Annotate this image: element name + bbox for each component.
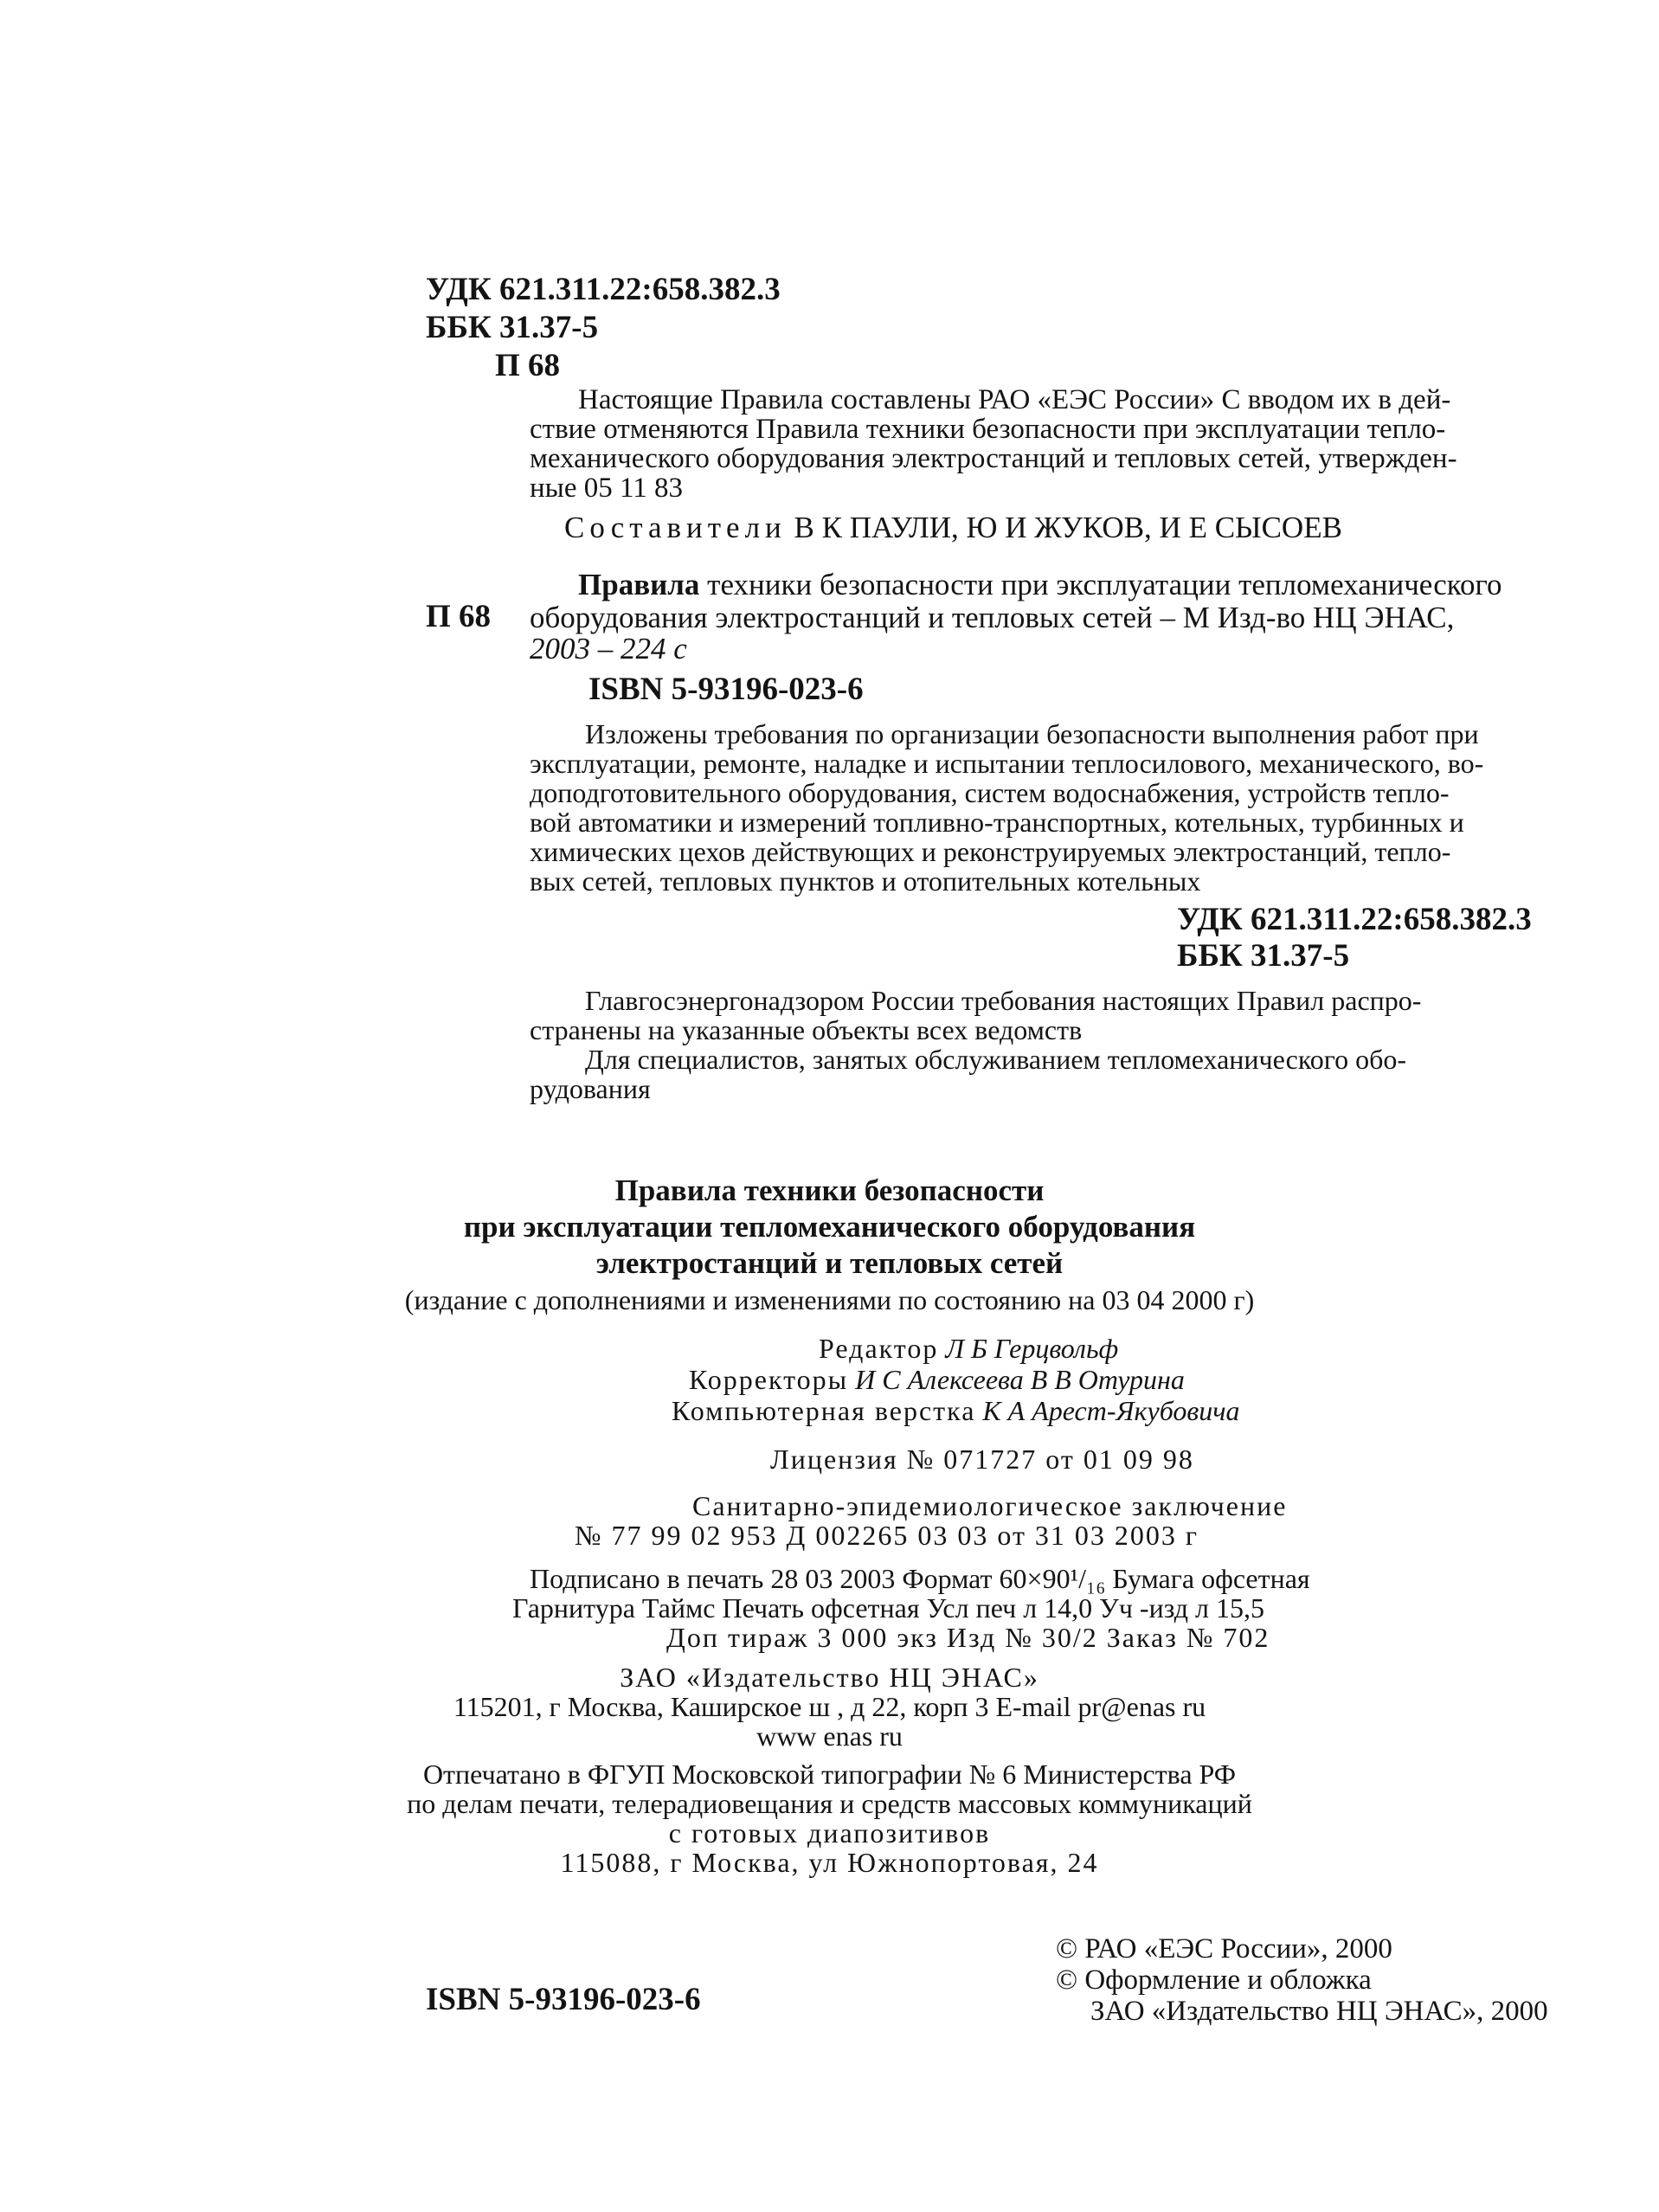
publisher-line: 115201, г Москва, Каширское ш , д 22, корп 3 E-mail pr@enas ru [453,1691,1206,1722]
editor-label: Редактор [819,1333,939,1364]
sanitary-line: Санитарно-эпидемиологическое заключение [692,1490,1288,1521]
print-line: Гарнитура Таймс Печать офсетная Усл печ л 14,0 Уч -изд л 15,5 [512,1592,1264,1624]
annotation-line: доподготовительного оборудования, систем водоснабжения, устройств тепло- [530,777,1450,808]
publisher-line: ЗАО «Издательство НЦ ЭНАС» [620,1662,1039,1693]
printed-line: 115088, г Москва, ул Южнопортовая, 24 [560,1847,1099,1878]
bib-title-bold: Правила [578,568,700,601]
imprint-title-line: Правила техники безопасности [614,1174,1045,1207]
print-line: Подписано в печать 28 03 2003 Формат 60×90¹/₁₆ Бумага офсетная [530,1563,1310,1594]
annotation-line: Изложены требования по организации безопасности выполнения работ при [585,718,1479,749]
bib-author-mark: П 68 [426,599,492,634]
annotation-line: вых сетей, тепловых пунктов и отопительных котельных [530,865,1201,897]
bib-isbn: ISBN 5-93196-023-6 [588,672,864,707]
imprint-title-line: электростанций и тепловых сетей [595,1246,1064,1280]
correctors-names: И С Алексеева В В Отурина [855,1364,1185,1395]
preface-line: ные 05 11 83 [530,473,684,504]
copyright-line: © Оформление и обложка [1056,1964,1372,1996]
correctors [689,1364,1185,1396]
author-mark-header: П 68 [495,348,561,383]
annotation-line: химических цехов действующих и реконструируемых электростанций, тепло- [530,836,1451,867]
printed-line: по делам печати, телерадиовещания и средств массовых коммуникаций [407,1788,1252,1819]
bib-line-2: оборудования электростанций и тепловых сетей – М Изд-во НЦ ЭНАС, [530,601,1455,634]
copyright-line: ЗАО «Издательство НЦ ЭНАС», 2000 [1090,1996,1548,2027]
print-line: Доп тираж 3 000 экз Изд № 30/2 Заказ № 702 [666,1622,1270,1653]
bib-title-line [578,568,1501,602]
compilers-label: Составители [564,511,787,544]
annotation-extra-line: Главгосэнергонадзором России требования настоящих Правил распро- [585,985,1422,1016]
publisher-line: www enas ru [756,1720,903,1752]
sanitary-line: № 77 99 02 953 Д 002265 03 03 от 31 03 2003 г [575,1520,1199,1551]
correctors-label: Корректоры [689,1364,849,1395]
license: Лицензия № 071727 от 01 09 98 [770,1444,1194,1475]
footer-isbn: ISBN 5-93196-023-6 [426,1982,701,2017]
annotation-bbk: ББК 31.37-5 [1177,938,1350,974]
printed-line: Отпечатано в ФГУП Московской типографии № 6 Министерства РФ [422,1759,1237,1790]
printed-line: с готовых диапозитивов [668,1817,991,1849]
imprint-title-line: при эксплуатации тепломеханического оборудования [463,1210,1196,1244]
annotation-extra-line: странены на указанные объекты всех ведомств [530,1014,1083,1045]
annotation-line: эксплуатации, ремонте, наладке и испытании теплосилового, механического, во- [530,748,1484,779]
bib-title-rest: техники безопасности при эксплуатации тепломеханического [707,568,1502,601]
layout-label: Компьютерная верстка [672,1395,976,1426]
annotation-extra-line: рудования [530,1073,651,1104]
editor [819,1333,1118,1365]
compilers-names: В К ПАУЛИ, Ю И ЖУКОВ, И Е СЫСОЕВ [794,511,1342,544]
annotation-extra-line: Для специалистов, занятых обслуживанием тепломеханического обо- [585,1044,1406,1075]
bib-line-3: 2003 – 224 с [530,632,687,666]
layout-credit [672,1395,1240,1427]
preface-line: ствие отменяются Правила техники безопасности при эксплуатации тепло- [530,414,1446,445]
imprint-edition: (издание с дополнениями и изменениями по состоянию на 03 04 2000 г) [404,1284,1255,1315]
editor-name: Л Б Герцвольф [945,1333,1119,1364]
annotation-line: вой автоматики и измерений топливно-транспортных, котельных, турбинных и [530,807,1464,838]
preface-line: Настоящие Правила составлены РАО «ЕЭС России» С вводом их в дей- [578,384,1451,415]
compilers [564,511,1342,545]
preface-line: механического оборудования электростанций и тепловых сетей, утвержден- [530,443,1457,474]
layout-name: К А Арест-Якубовича [982,1395,1240,1426]
bbk-header: ББК 31.37-5 [426,310,599,345]
udk-header: УДК 621.311.22:658.382.3 [426,272,781,307]
annotation-udk: УДК 621.311.22:658.382.3 [1177,902,1532,937]
copyright-line: © РАО «ЕЭС России», 2000 [1056,1933,1392,1964]
